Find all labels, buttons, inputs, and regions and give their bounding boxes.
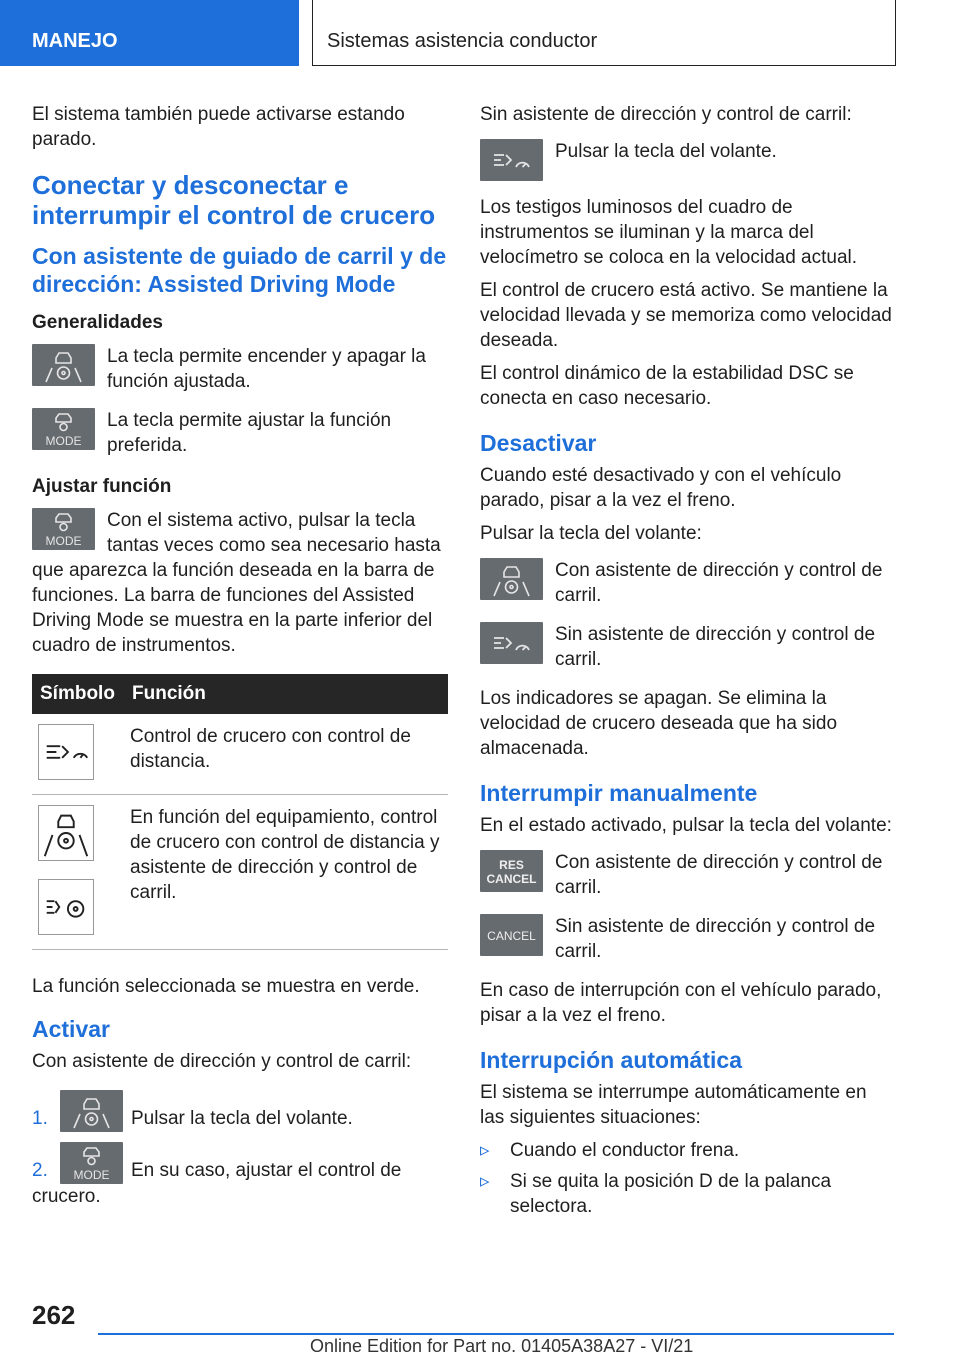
left-column — [32, 102, 448, 1219]
steering-assist-key-icon — [60, 1090, 123, 1132]
gen-row-mode-text: La tecla permite ajustar la función preferida. — [107, 410, 392, 456]
chapter-title: Sistemas asistencia conductor — [312, 0, 896, 66]
table-row — [32, 795, 448, 950]
sub-heading-assisted-driving: Con asistente de guiado de carril y de dirección: Assisted Driving Mode — [32, 243, 447, 297]
list-item: ▹ Si se quita la posición D de la palanca selectora. — [480, 1171, 832, 1217]
des-row1-text: Con asistente de dirección y control de carril. — [555, 560, 883, 606]
steering-assist-key-icon — [32, 344, 95, 386]
cruise-steering-symbol-icon — [38, 879, 94, 935]
activo-paragraph: El control de crucero está activo. Se mantiene la velocidad llevada y se memoriza como velocidad deseada. — [480, 280, 892, 351]
des-row2-text: Sin asistente de dirección y control de carril. — [555, 624, 876, 670]
gen-row-onoff-text: La tecla permite encender y apagar la función ajustada. — [107, 346, 426, 392]
auto-p1: El sistema se interrumpe automáticamente en las siguientes situaciones: — [480, 1082, 867, 1128]
cancel-key-icon — [480, 914, 543, 956]
generalidades-heading: Generalidades — [32, 312, 163, 333]
gen-row-onoff — [32, 344, 448, 394]
page-header — [0, 0, 960, 66]
activar-intro: Con asistente de dirección y control de carril: — [32, 1051, 412, 1072]
testigos-paragraph: Los testigos luminosos del cuadro de instrumentos se iluminan y la marca del velocímetro se coloca en la velocidad actual. — [480, 197, 858, 268]
mode-key-icon — [32, 508, 95, 550]
cruise-key-icon — [480, 622, 543, 664]
des-row1 — [480, 558, 896, 608]
list-item — [32, 1142, 448, 1209]
activar-heading: Activar — [32, 1016, 110, 1042]
int-row1-text: Con asistente de dirección y control de carril. — [555, 852, 883, 898]
main-heading: Conectar y desconectar e interrumpir el control de crucero — [32, 170, 436, 230]
list-item: ▹ Cuando el conductor frena. — [480, 1140, 740, 1161]
auto-heading: Interrupción automática — [480, 1047, 742, 1073]
auto-bullets — [480, 1138, 896, 1219]
step1-text: Pulsar la tecla del volante. — [131, 1108, 353, 1129]
ajustar-heading: Ajustar función — [32, 476, 172, 497]
step-number: 1. — [32, 1108, 48, 1129]
page-number: 262 — [32, 1300, 76, 1330]
desactivar-p2: Pulsar la tecla del volante: — [480, 523, 702, 544]
res-cancel-key-icon — [480, 850, 543, 892]
ajustar-text: Con el sistema activo, pulsar la tecla tantas veces como sea necesario hasta que aparezca la función deseada en la barra de funciones. La barra de funciones del Assisted Driving Mode se muestra en la parte inferior del cuadro de instrumentos. — [32, 510, 441, 656]
sin-key-row — [480, 139, 896, 181]
int-row1 — [480, 850, 896, 900]
res-key-label: RES — [499, 858, 524, 872]
desactivar-heading: Desactivar — [480, 430, 597, 456]
mode-key-label: MODE — [45, 434, 82, 448]
interrumpir-p1: En el estado activado, pulsar la tecla del volante: — [480, 815, 892, 836]
interrumpir-p2: En caso de interrupción con el vehículo parado, pisar a la vez el freno. — [480, 980, 882, 1026]
gen-row-mode — [32, 408, 448, 458]
table-row2-text: En función del equipamiento, control de crucero con control de distancia y asistente de dirección y control de carril. — [124, 795, 448, 950]
mode-key-icon — [32, 408, 95, 450]
cancel-key-label: CANCEL — [487, 929, 536, 943]
step2-text: En su caso, ajustar el control de crucero. — [32, 1160, 402, 1207]
footer-divider — [98, 1333, 894, 1335]
cruise-key-icon — [480, 139, 543, 181]
triangle-bullet-icon: ▹ — [480, 1171, 490, 1192]
cancel-key-label: CANCEL — [486, 872, 537, 886]
table-row — [32, 714, 448, 795]
int-row2 — [480, 914, 896, 964]
activar-steps — [32, 1090, 448, 1209]
table-row1-text: Control de crucero con control de distancia. — [124, 714, 448, 795]
sin-key-text: Pulsar la tecla del volante. — [555, 141, 777, 162]
sin-intro: Sin asistente de dirección y control de carril: — [480, 104, 852, 125]
dsc-paragraph: El control dinámico de la estabilidad DSC se conecta en caso necesario. — [480, 363, 854, 409]
cruise-distance-symbol-icon — [38, 724, 94, 780]
desactivar-p3: Los indicadores se apagan. Se elimina la velocidad de crucero deseada que ha sido almacenada. — [480, 688, 838, 759]
mode-key-label: MODE — [45, 534, 82, 548]
list-item — [32, 1090, 448, 1132]
int-row2-text: Sin asistente de dirección y control de carril. — [555, 916, 876, 962]
green-note: La función seleccionada se muestra en verde. — [32, 976, 420, 997]
steering-assist-symbol-icon — [38, 805, 94, 861]
ajustar-paragraph — [32, 508, 448, 658]
steering-assist-key-icon — [480, 558, 543, 600]
right-column — [480, 102, 896, 1225]
interrumpir-heading: Interrumpir manualmente — [480, 780, 758, 806]
intro-paragraph: El sistema también puede activarse estando parado. — [32, 104, 405, 150]
table-header-function: Función — [124, 674, 448, 714]
desactivar-p1: Cuando esté desactivado y con el vehículo parado, pisar a la vez el freno. — [480, 465, 842, 511]
triangle-bullet-icon: ▹ — [480, 1140, 490, 1161]
mode-key-label: MODE — [73, 1168, 110, 1182]
mode-key-icon — [60, 1142, 123, 1184]
step-number: 2. — [32, 1160, 48, 1181]
section-label: MANEJO — [0, 0, 299, 66]
table-header-symbol: Símbolo — [32, 674, 124, 714]
symbol-table — [32, 674, 448, 950]
des-row2 — [480, 622, 896, 672]
footer-edition: Online Edition for Part no. 01405A38A27 - VI/21 — [310, 1336, 694, 1356]
